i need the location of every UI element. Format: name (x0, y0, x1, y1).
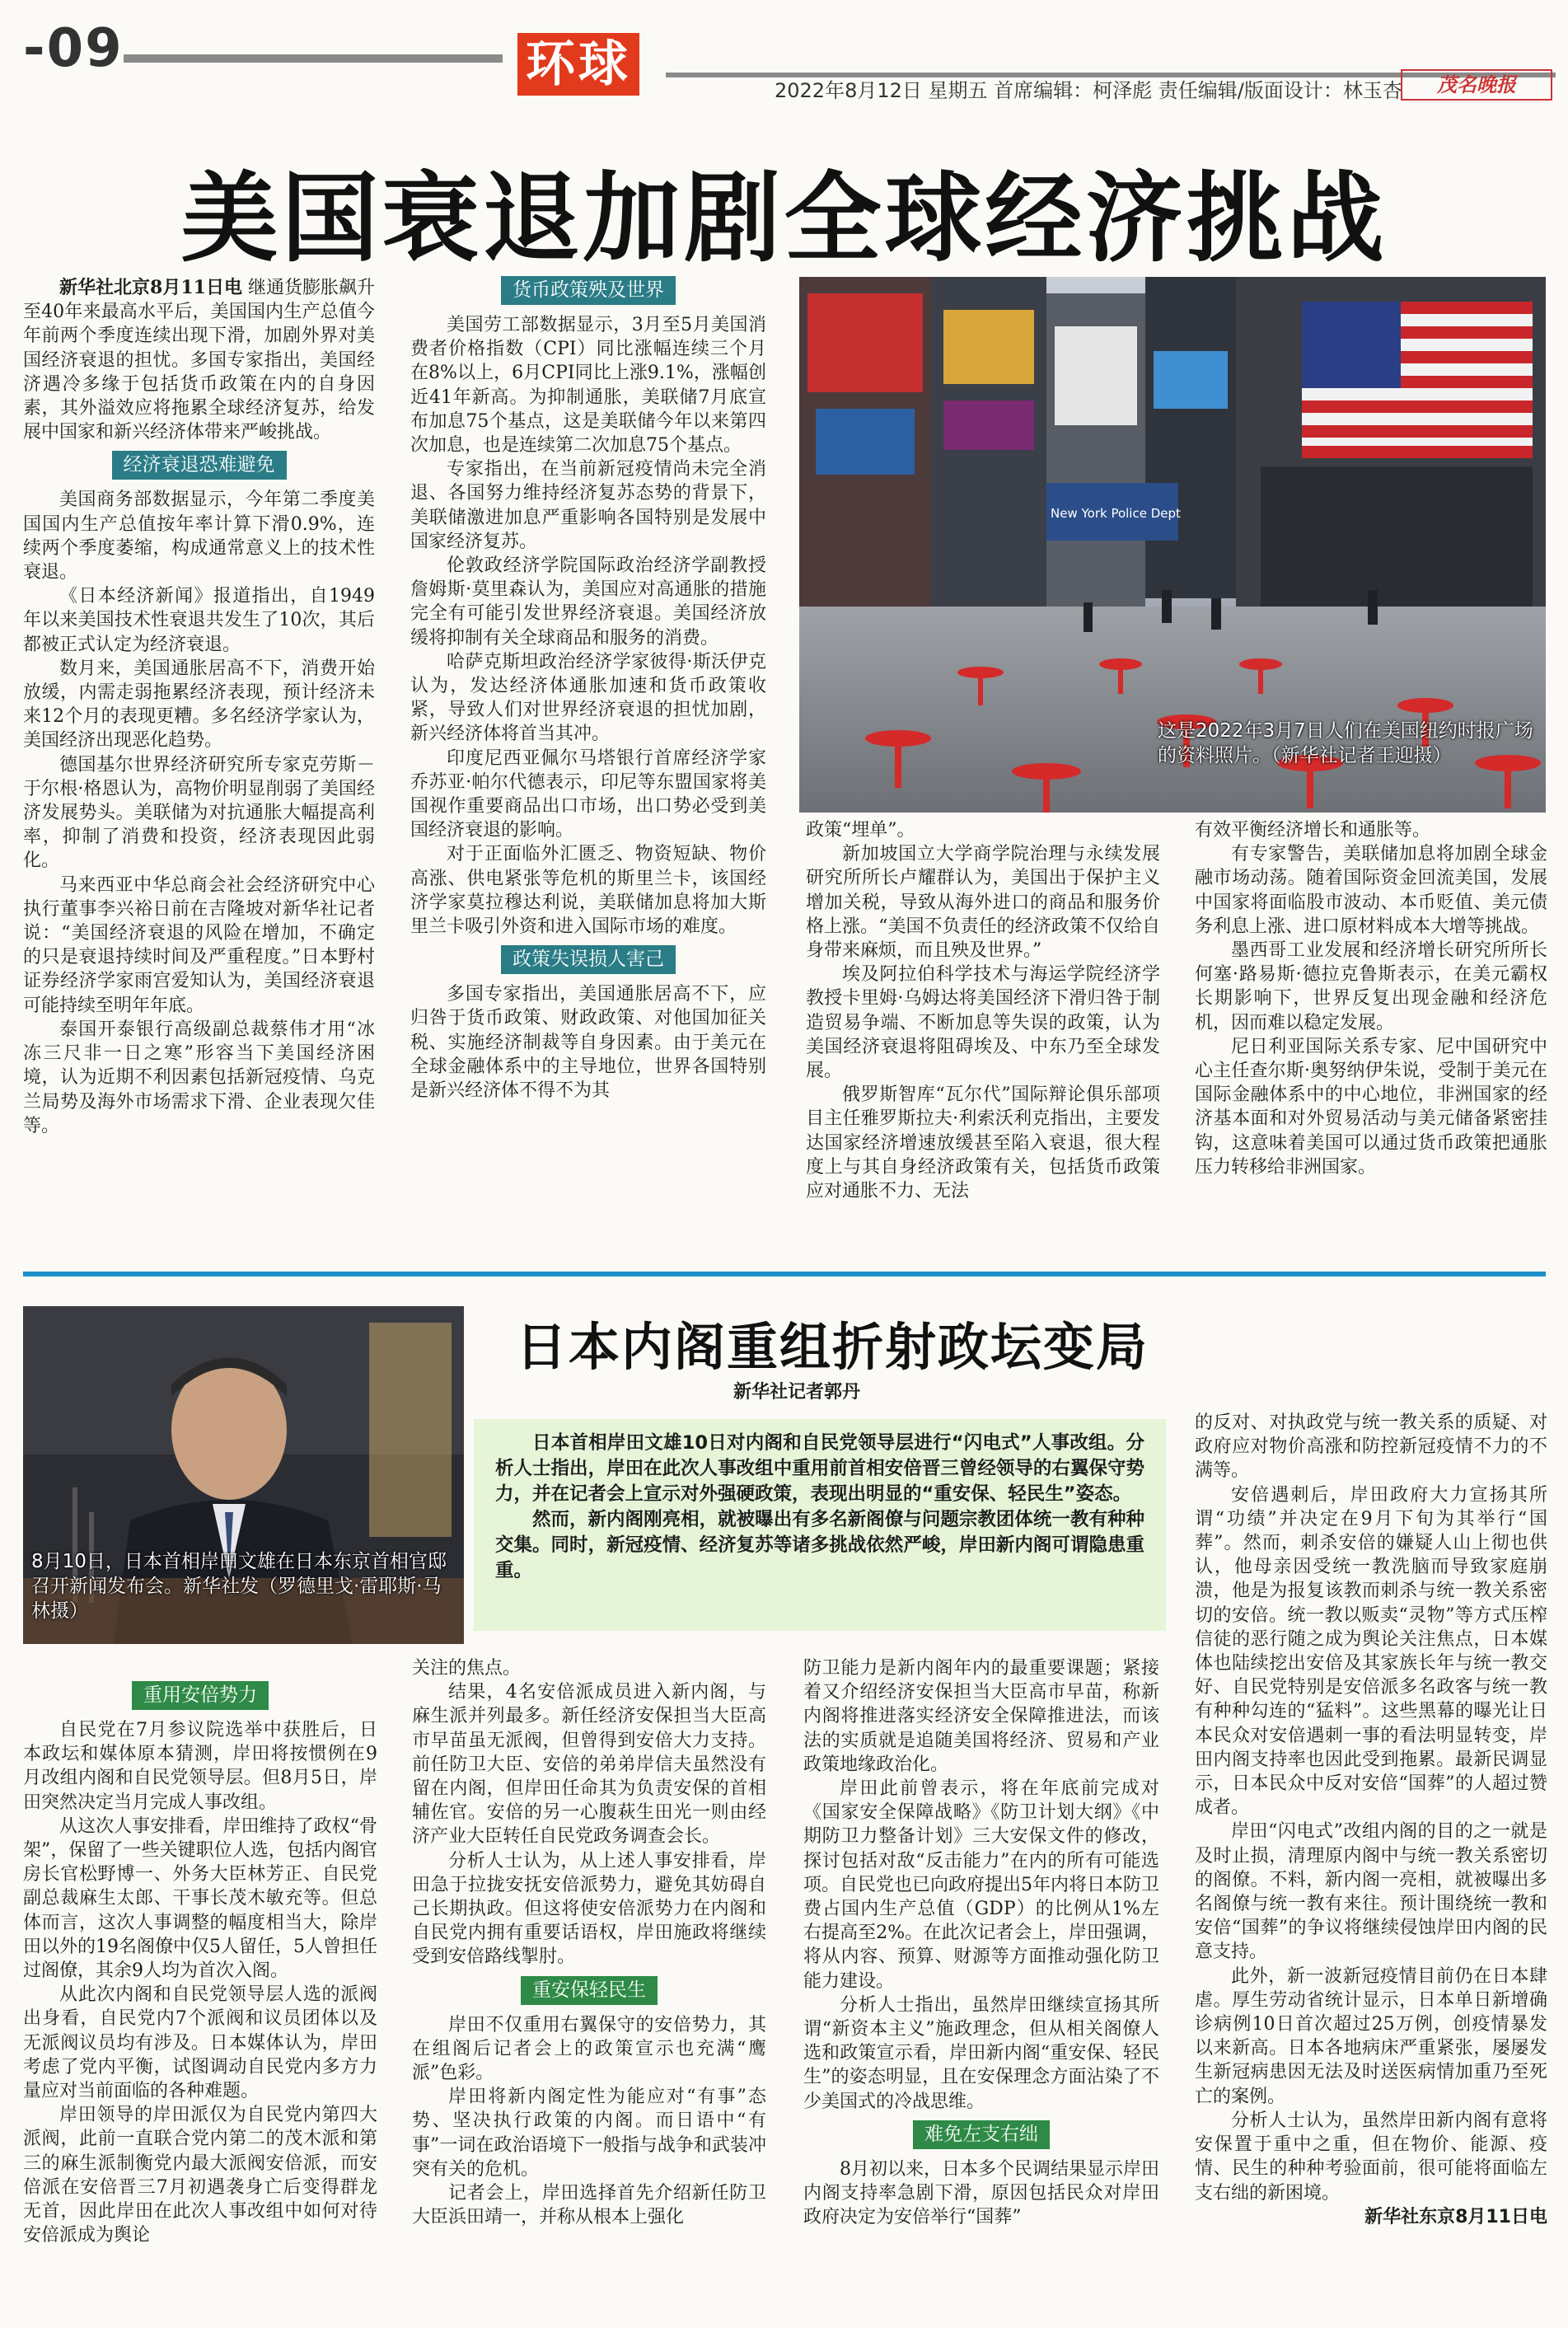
dateline: 新华社北京8月11日电 (59, 277, 242, 298)
paragraph: 从此次内阁和自民党领导层人选的派阀出身看，自民党内7个派阀和议员团体以及无派阀议员均有涉及。日本媒体认为，岸田考虑了党内平衡，试图调动自民党内多方力量应对当前面临的各种难题。 (23, 1984, 377, 2102)
paragraph: 埃及阿拉伯科学技术与海运学院经济学教授卡里姆·乌姆达将美国经济下滑归咎于制造贸易争端、不断加息等失误的政策，认为美国经济衰退将阻碍埃及、中东乃至全球发展。 (806, 964, 1160, 1082)
paragraph: 德国基尔世界经济研究所专家克劳斯－于尔根·格恩认为，高物价明显削弱了美国经济发展势头。美联储为对抗通胀大幅提高利率，抑制了消费和投资，经济表现因此弱化。 (23, 754, 375, 872)
article2-signoff: 新华社东京8月11日电 (1364, 2206, 1547, 2227)
paragraph: 分析人士指出，虽然岸田继续宣扬其所谓“新资本主义”施政理念，但从相关阁僚人选和政策宣示看，岸田新内阁“重安保、轻民生”的姿态明显，且在安保理念方面沾染了不少美国式的冷战思维。 (803, 1994, 1159, 2112)
paragraph: 数月来，美国通胀居高不下，消费开始放缓，内需走弱拖累经济表现，预计经济未来12个月的表现更糟。多名经济学家认为，美国经济出现恶化趋势。 (23, 658, 375, 752)
article2-col3 (803, 1656, 1159, 2229)
paragraph: 马来西亚中华总商会社会经济研究中心执行董事李兴裕日前在吉隆坡对新华社记者说：“美国经济衰退的风险在增加，不确定的只是衰退持续时间及严重程度。”日本野村证券经济学家雨宫爱知认为，美国经济衰退可能持续至明年年底。 (23, 874, 375, 1016)
article1-headline: 美国衰退加剧全球经济挑战 (180, 162, 1388, 275)
paragraph: 从这次人事安排看，岸田维持了政权“骨架”，保留了一些关键职位人选，包括内阁官房长官松野博一、外务大臣林芳正、自民党副总裁麻生太郎、干事长茂木敏充等。但总体而言，这次人事调整的幅度相当大，除岸田以外的19名阁僚中仅5人留任，5人曾担任过阁僚，其余9人均为首次入阁。 (23, 1815, 377, 1982)
header-rule-left (124, 54, 503, 63)
paragraph: 多国专家指出，美国通胀居高不下，应归咎于货币政策、财政政策、对他国加征关税、实施经济制裁等自身因素。由于美元在全球金融体系中的主导地位，世界各国特别是新兴经济体不得不为其 (410, 984, 766, 1102)
paragraph: 专家指出，在当前新冠疫情尚未完全消退、各国努力维持经济复苏态势的背景下，美联储激进加息严重影响各国特别是发展中国家经济复苏。 (410, 459, 766, 552)
article2-lead-box (474, 1419, 1166, 1631)
paragraph: 关注的焦点。 (412, 1658, 522, 1679)
paragraph: 的反对、对执政党与统一教关系的质疑、对政府应对物价高涨和防控新冠疫情不力的不满等。 (1195, 1412, 1547, 1482)
article1-lead: 新华社北京8月11日电 继通货膨胀飙升至40年来最高水平后，美国国内生产总值今年前两个季度连续出现下滑，加剧外界对美国经济衰退的担忧。多国专家指出，美国经济遇冷多缘于包括货币政策在内的自身因素，其外溢效应将拖累全球经济复苏，给发展中国家和新兴经济体带来严峻挑战。 (23, 277, 375, 443)
paragraph: 泰国开泰银行高级副总裁蔡伟才用“冰冻三尺非一日之寒”形容当下美国经济困境，认为近期不利因素包括新冠疫情、乌克兰局势及海外市场需求下滑、企业表现欠佳等。 (23, 1019, 375, 1136)
masthead-logo: 茂名晚报 (1401, 69, 1552, 101)
article2-headline: 日本内阁重组折射政坛变局 (515, 1317, 1149, 1377)
paragraph: 防卫能力是新内阁年内的最重要课题；紧接着又介绍经济安保担当大臣高市早苗，称新内阁将推进落实经济安全保障推进法，而该法的实质就是追随美国将经济、贸易和产业政策地缘政治化。 (803, 1658, 1159, 1775)
paragraph: 8月初以来，日本多个民调结果显示岸田内阁支持率急剧下滑，原因包括民众对岸田政府决定为安倍举行“国葬” (803, 2158, 1159, 2228)
paragraph: 印度尼西亚佩尔马塔银行首席经济学家乔苏亚·帕尔代德表示，印尼等东盟国家将美国视作重要商品出口市场，出口势必受到美国经济衰退的影响。 (410, 747, 766, 841)
paragraph: 结果，4名安倍派成员进入新内阁，与麻生派并列最多。新任经济安保担当大臣高市早苗虽无派阀，但曾得到安倍大力支持。前任防卫大臣、安倍的弟弟岸信夫虽然没有留在内阁，但岸田任命其为负责安保的首相辅佐官。安倍的另一心腹萩生田光一则由经济产业大臣转任自民党政务调查会长。 (412, 1682, 766, 1848)
paragraph: 美国劳工部数据显示，3月至5月美国消费者价格指数（CPI）同比涨幅连续三个月在8%以上，6月CPI同比上涨9.1%，涨幅创近41年新高。为抑制通胀，美联储7月底宣布加息75个基点，这是美联储今年以来第四次加息，也是连续第二次加息75个基点。 (410, 315, 766, 457)
article1-col2 (410, 276, 766, 1103)
paragraph: 新加坡国立大学商学院治理与永续发展研究所所长卢耀群认为，美国出于保护主义增加关税，导致从海外进口的商品和服务价格上涨。“美国不负责任的经济政策不仅给自身带来麻烦，而且殃及世界。” (806, 844, 1160, 962)
paragraph: 墨西哥工业发展和经济增长研究所所长何塞·路易斯·德拉克鲁斯表示，在美元霸权长期影响下，世界反复出现金融和经济危机，因而难以稳定发展。 (1195, 940, 1547, 1033)
paragraph: 岸田将新内阁定性为能应对“有事”态势、坚决执行政策的内阁。而日语中“有事”一词在政治语境下一般指与战争和武装冲突有关的危机。 (412, 2087, 766, 2180)
issue-info: 2022年8月12日 星期五 首席编辑：柯泽彪 责任编辑/版面设计：林玉杏 (775, 79, 1402, 102)
paragraph: 政策“埋单”。 (806, 820, 915, 841)
paragraph: 此外，新一波新冠疫情目前仍在日本肆虐。厚生劳动省统计显示，日本单日新增确诊病例10日首次超过25万例，创疫情暴发以来新高。日本各地病床严重紧张，屡屡发生新冠病患因无法及时送医病情加重乃至死亡的案例。 (1195, 1965, 1547, 2107)
article1-photo-caption: 这是2022年3月7日人们在美国纽约时报广场的资料照片。（新华社记者王迎摄） (1158, 720, 1533, 766)
paragraph: 安倍遇刺后，岸田政府大力宣扬其所谓“功绩”并决定在9月下旬为其举行“国葬”。然而，刺杀安倍的嫌疑人山上彻也供认，他母亲因受统一教洗脑而导致家庭崩溃，他是为报复该教而刺杀与统一教关系密切的安倍。统一教以贩卖“灵物”等方式压榨信徒的恶行随之成为舆论关注焦点，日本媒体也陆续挖出安倍及其家族长年与统一教交好、自民党特别是安倍派多名政客与统一教有种种勾连的“猛料”。这些黑幕的曝光让日本民众对安倍遇刺一事的看法明显转变，岸田内阁支持率也因此受到拖累。最新民调显示，日本民众中反对安倍“国葬”的人超过赞成者。 (1195, 1484, 1547, 1819)
paragraph: 有专家警告，美联储加息将加剧全球金融市场动荡。随着国际资金回流美国，发展中国家将面临股市波动、本币贬值、美元债务利息上涨、进口原材料成本大增等挑战。 (1195, 844, 1547, 937)
paragraph: 分析人士认为，虽然岸田新内阁有意将安保置于重中之重，但在物价、能源、疫情、民生的种种考验面前，很可能将面临左支右绌的新困境。 (1195, 2110, 1547, 2204)
article1-subhead-1: 经济衰退恐难避免 (112, 451, 287, 480)
lead-paragraph: 然而，新内阁刚亮相，就被曝出有多名新阁僚与问题宗教团体统一教有种种交集。同时，新冠疫情、经济复苏等诸多挑战依然严峻，岸田新内阁可谓隐患重重。 (495, 1509, 1144, 1581)
paragraph: 有效平衡经济增长和通胀等。 (1195, 820, 1431, 841)
paragraph: 分析人士认为，从上述人事安排看，岸田急于拉拢安抚安倍派势力，避免其妨碍自己长期执政。但这将使安倍派势力在内阁和自民党内拥有重要话语权，岸田施政将继续受到安倍路线掣肘。 (412, 1850, 766, 1968)
paragraph: 岸田领导的岸田派仅为自民党内第四大派阀，此前一直联合党内第二的茂木派和第三的麻生派制衡党内最大派阀安倍派，而安倍派在安倍晋三7月初遇袭身亡后变得群龙无首，因此岸田在此次人事改组中如何对待安倍派成为舆论 (23, 2105, 377, 2246)
paragraph: 对于正面临外汇匮乏、物资短缺、物价高涨、供电紧张等危机的斯里兰卡，该国经济学家莫拉穆达利说，美联储加息将加大斯里兰卡吸引外资和进入国际市场的难度。 (410, 844, 766, 938)
section-tag: 环球 (517, 33, 639, 96)
article1-col1 (23, 276, 375, 1138)
paragraph: 岸田“闪电式”改组内阁的目的之一就是及时止损，清理原内阁中与统一教关系密切的阁僚。不料，新内阁一亮相，就被曝出多名阁僚与统一教有来往。预计围绕统一教和安倍“国葬”的争议将继续侵蚀岸田内阁的民意支持。 (1195, 1821, 1547, 1963)
paragraph: 岸田此前曾表示，将在年底前完成对《国家安全保障战略》《防卫计划大纲》《中期防卫力整备计划》三大安保文件的修改，探讨包括对敌“反击能力”在内的所有可能选项。自民党也已向政府提出5年内将日本防卫费占国内生产总值（GDP）的比例从1%左右提高至2%。在此次记者会上，岸田强调，将从内容、预算、财源等方面推动强化防卫能力建设。 (803, 1778, 1159, 1992)
article2-subhead-1: 重用安倍势力 (132, 1681, 269, 1710)
article1-subhead-3: 政策失误损人害己 (501, 945, 676, 974)
police-sign-text: New York Police Dept (1051, 506, 1181, 521)
lead-paragraph: 日本首相岸田文雄10日对内阁和自民党领导层进行“闪电式”人事改组。分析人士指出，岸田在此次人事改组中重用前首相安倍晋三曾经领导的右翼保守势力，并在记者会上宣示对外强硬政策，表现出明显的“重安保、轻民生”姿态。 (495, 1432, 1144, 1505)
paragraph: 《日本经济新闻》报道指出，自1949年以来美国技术性衰退共发生了10次，其后都被正式认定为经济衰退。 (23, 586, 375, 655)
paragraph: 记者会上，岸田选择首先介绍新任防卫大臣浜田靖一，并称从根本上强化 (412, 2183, 766, 2228)
article1-col4 (1195, 818, 1547, 1179)
article1-col3 (806, 818, 1160, 1203)
page-number: -09 (23, 18, 124, 79)
article2-subhead-2: 重安保轻民生 (521, 1976, 658, 2005)
article-divider (23, 1272, 1546, 1276)
article2-photo-caption: 8月10日，日本首相岸田文雄在日本东京首相官邸召开新闻发布会。新华社发（罗德里戈·雷耶斯·马林摄） (31, 1551, 447, 1622)
article2-subhead-3: 难免左支右绌 (913, 2120, 1050, 2149)
paragraph: 自民党在7月参议院选举中获胜后，日本政坛和媒体原本猜测，岸田将按惯例在9月改组内阁和自民党领导层。但8月5日，岸田突然决定当月完成人事改组。 (23, 1720, 377, 1813)
article2-col4 (1195, 1411, 1547, 2229)
paragraph: 岸田不仅重用右翼保守的安倍势力，其在组阁后记者会上的政策宣示也充满“鹰派”色彩。 (412, 2014, 766, 2084)
article2-col1 (23, 1681, 377, 2247)
paragraph: 美国商务部数据显示，今年第二季度美国国内生产总值按年率计算下滑0.9%，连续两个季度萎缩，构成通常意义上的技术性衰退。 (23, 489, 375, 583)
article2-col2 (412, 1656, 766, 2229)
paragraph: 伦敦政经济学院国际政治经济学副教授詹姆斯·莫里森认为，美国应对高通胀的措施完全有可能引发世界经济衰退。美国经济放缓将抑制有关全球商品和服务的消费。 (410, 555, 766, 649)
article2-byline: 新华社记者郭丹 (733, 1382, 861, 1403)
paragraph: 哈萨克斯坦政治经济学家彼得·斯沃伊克认为，发达经济体通胀加速和货币政策收紧，导致人们对世界经济衰退的担忧加剧，新兴经济体将首当其冲。 (410, 651, 766, 745)
paragraph: 尼日利亚国际关系专家、尼中国研究中心主任查尔斯·奥努纳伊朱说，受制于美元在国际金融体系中的中心地位，非洲国家的经济基本面和对外贸易活动与美元储备紧密挂钩，这意味着美国可以通过货币政策把通胀压力转移给非洲国家。 (1195, 1036, 1547, 1178)
article1-subhead-2: 货币政策殃及世界 (501, 276, 676, 305)
paragraph: 俄罗斯智库“瓦尔代”国际辩论俱乐部项目主任雅罗斯拉夫·利索沃利克指出，主要发达国家经济增速放缓甚至陷入衰退，很大程度上与其自身经济政策有关，包括货币政策应对通胀不力、无法 (806, 1084, 1160, 1202)
